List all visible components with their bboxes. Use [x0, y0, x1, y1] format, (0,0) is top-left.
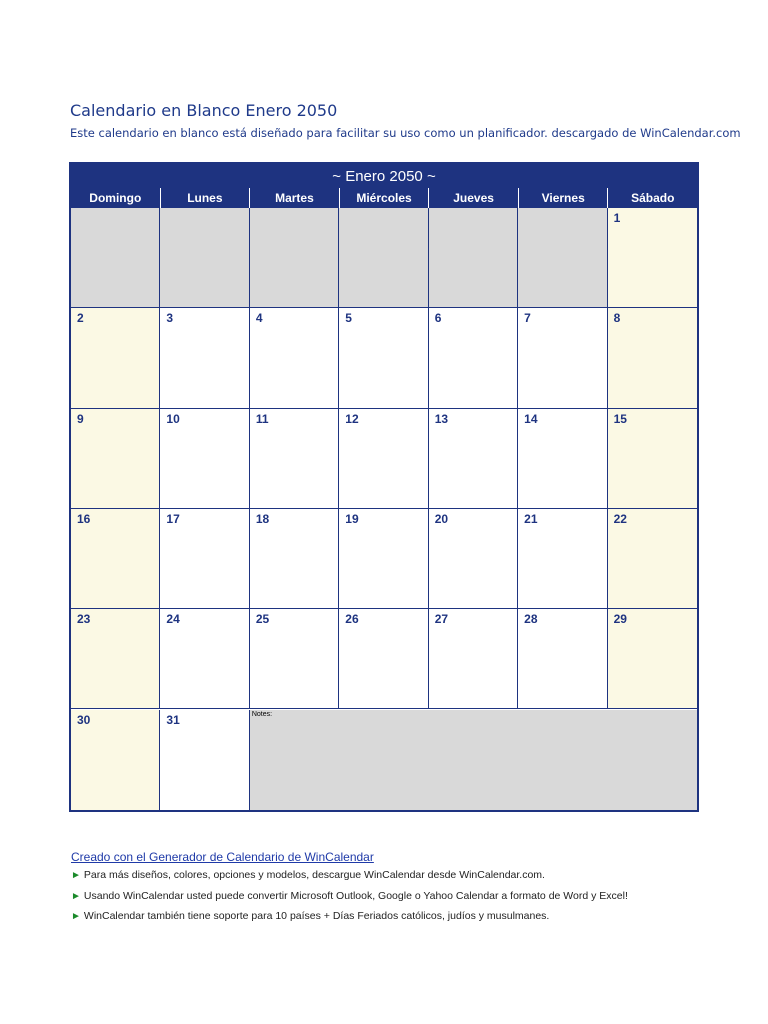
day-number: 8 [613, 311, 621, 326]
footer-bullet [71, 890, 628, 902]
day-number: 2 [77, 311, 84, 326]
weekday-header: Domingo [89, 191, 142, 205]
page-title: Calendario en Blanco Enero 2050 [70, 101, 338, 120]
day-cell [250, 609, 339, 709]
day-cell [71, 308, 160, 408]
day-number: 24 [166, 612, 180, 627]
day-number: 20 [434, 511, 449, 526]
footer-bullet-text: Usando WinCalendar usted puede convertir Microsoft Outlook, Google o Yahoo Calendar a formato de Word y Excel! [83, 890, 628, 902]
footer-bullet-text: WinCalendar también tiene soporte para 10 países + Días Feriados católicos, judíos y musulmanes. [83, 910, 550, 922]
day-cell [429, 509, 518, 609]
notes-label: Notes: [251, 710, 273, 718]
calendar-grid [71, 208, 697, 810]
weekday-header: Viernes [518, 188, 608, 208]
empty-day-cell [429, 208, 518, 308]
day-number: 14 [524, 411, 538, 426]
day-number: 10 [166, 411, 180, 426]
page-subtitle: Este calendario en blanco está diseñado para facilitar su uso como un planificador. descargado de WinCalendar.com [70, 126, 741, 140]
day-cell [518, 509, 607, 609]
weekday-header-row [71, 188, 697, 208]
day-cell [71, 609, 160, 709]
month-header: ~ Enero 2050 ~ [71, 164, 697, 188]
weekday-header: Lunes [160, 188, 250, 208]
day-cell [339, 409, 428, 509]
weekday-header: Martes [249, 188, 339, 208]
day-cell [339, 609, 428, 709]
day-number: 5 [345, 311, 352, 326]
day-number: 22 [613, 511, 627, 526]
day-cell [518, 308, 607, 408]
day-cell [608, 609, 697, 709]
day-number: 7 [524, 311, 531, 326]
day-number: 21 [524, 511, 538, 526]
day-number: 28 [524, 612, 538, 627]
day-cell [250, 509, 339, 609]
day-cell [160, 308, 249, 408]
day-cell [608, 409, 697, 509]
day-cell [608, 308, 697, 408]
weekday-header: Miércoles [339, 188, 429, 208]
day-cell [608, 208, 697, 308]
day-number: 4 [255, 311, 263, 326]
day-cell [71, 509, 160, 609]
footer-bullet-text: Para más diseños, colores, opciones y modelos, descargue WinCalendar desde WinCalendar.com. [83, 869, 545, 881]
day-cell [71, 409, 160, 509]
day-number: 29 [613, 612, 627, 627]
day-number: 30 [77, 712, 91, 727]
day-number: 6 [434, 311, 442, 326]
day-cell [160, 609, 249, 709]
green-arrow-icon: ► [71, 891, 81, 902]
day-number: 9 [77, 411, 84, 426]
day-number: 3 [166, 311, 174, 326]
day-cell [518, 409, 607, 509]
day-number: 12 [345, 411, 359, 426]
day-cell [160, 509, 249, 609]
day-number: 23 [77, 612, 91, 627]
notes-area[interactable] [250, 710, 697, 810]
day-number: 15 [613, 411, 627, 426]
weekday-header: Sábado [607, 188, 697, 208]
green-arrow-icon: ► [71, 911, 81, 922]
day-number: 18 [255, 511, 270, 526]
day-number: 27 [434, 612, 449, 627]
day-number: 11 [255, 411, 269, 426]
empty-day-cell [339, 208, 428, 308]
footer-bullet [71, 869, 545, 881]
day-cell [160, 409, 249, 509]
day-cell [429, 609, 518, 709]
day-number: 26 [345, 612, 359, 627]
green-arrow-icon: ► [71, 870, 81, 881]
day-cell [71, 710, 160, 810]
day-cell [429, 409, 518, 509]
footer-bullet [71, 910, 549, 922]
empty-day-cell [160, 208, 249, 308]
day-cell [339, 509, 428, 609]
day-number: 25 [255, 612, 270, 627]
empty-day-cell [518, 208, 607, 308]
day-cell [250, 308, 339, 408]
day-number: 31 [166, 712, 180, 727]
day-cell [250, 409, 339, 509]
day-number: 1 [613, 211, 621, 225]
day-cell [160, 710, 249, 810]
day-cell [339, 308, 428, 408]
day-number: 19 [345, 511, 359, 526]
day-cell [608, 509, 697, 609]
day-number: 17 [166, 511, 180, 526]
calendar-table [69, 162, 699, 812]
empty-day-cell [250, 208, 339, 308]
day-number: 13 [434, 411, 449, 426]
day-cell [429, 308, 518, 408]
weekday-header: Jueves [428, 188, 518, 208]
wincalendar-generator-link[interactable]: Creado con el Generador de Calendario de WinCalendar [71, 850, 374, 864]
day-number: 16 [77, 511, 91, 526]
empty-day-cell [71, 208, 160, 308]
day-cell [518, 609, 607, 709]
